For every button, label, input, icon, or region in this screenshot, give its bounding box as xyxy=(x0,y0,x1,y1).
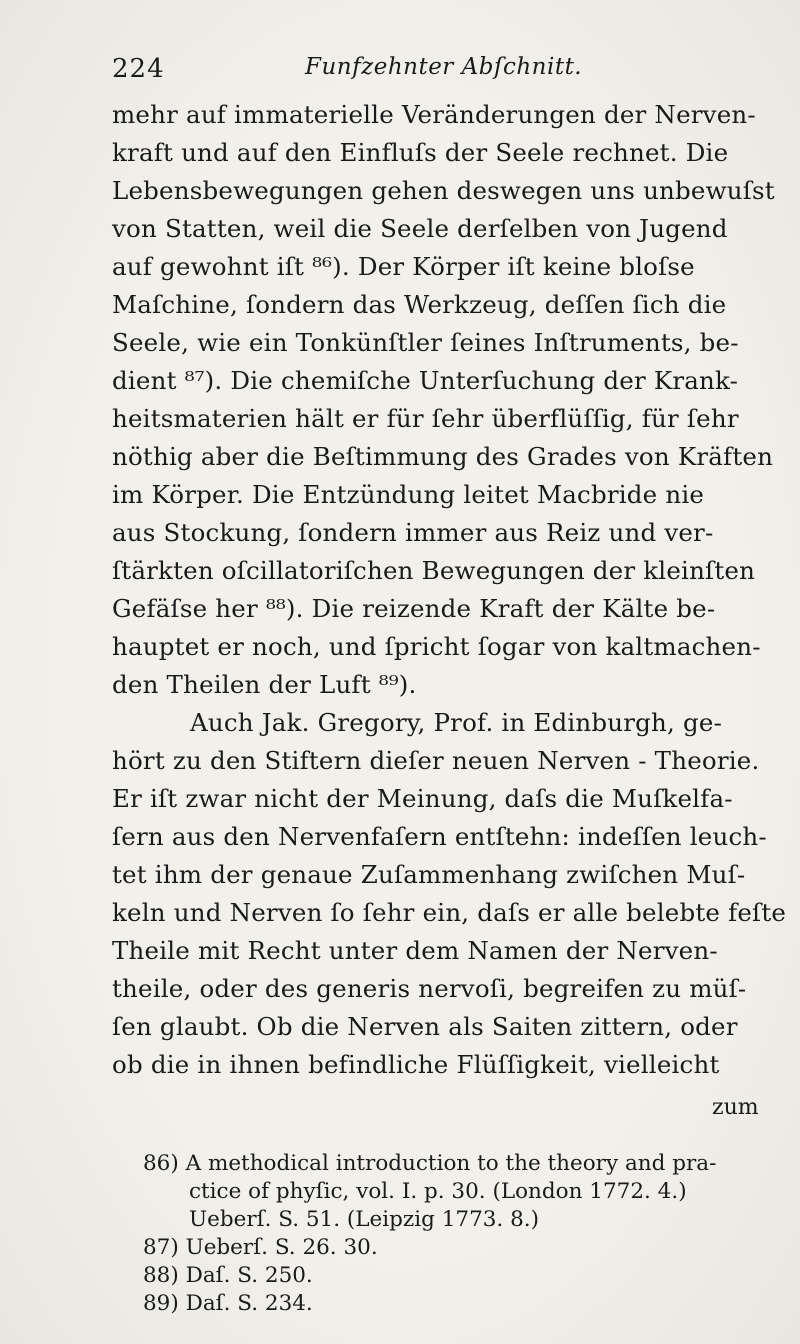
text-line: dient ⁸⁷). Die chemiſche Unterſuchung der Krank- xyxy=(112,366,739,395)
text-line: Er iſt zwar nicht der Meinung, daſs die Muſkelfa- xyxy=(112,784,733,813)
text-line: von Statten, weil die Seele derſelben von Jugend xyxy=(112,214,728,243)
text-line: mehr auf immaterielle Veränderungen der Nerven- xyxy=(112,100,756,129)
text-line: aus Stockung, ſondern immer aus Reiz und ver- xyxy=(112,518,714,547)
paragraph-start-line: Auch Jak. Gregory, Prof. in Edinburgh, ge- xyxy=(190,708,723,737)
text-line: ſern aus den Nervenfaſern entſtehn: indeſſen leuch- xyxy=(112,822,767,851)
running-title: Funfzehnter Abſchnitt. xyxy=(305,54,583,80)
text-line: tet ihm der genaue Zuſammenhang zwiſchen Muſ- xyxy=(112,860,746,889)
text-line: hört zu den Stiftern dieſer neuen Nerven - Theorie. xyxy=(112,746,760,775)
text-line: Lebensbewegungen gehen deswegen uns unbewuſst xyxy=(112,176,775,205)
text-line: Gefäſse her ⁸⁸). Die reizende Kraft der Kälte be- xyxy=(112,594,716,623)
text-line: theile, oder des generis nervoſi, begreifen zu müſ- xyxy=(112,974,747,1003)
page-header xyxy=(112,50,752,90)
text-line: kraft und auf den Einfluſs der Seele rechnet. Die xyxy=(112,138,729,167)
footnote-88: 88) Daſ. S. 250. xyxy=(143,1263,313,1288)
footnote-86-continuation: ctice of phyſic, vol. I. p. 30. (London 1772. 4.) xyxy=(189,1179,687,1204)
footnote-87: 87) Ueberſ. S. 26. 30. xyxy=(143,1235,378,1260)
footnote-86: 86) A methodical introduction to the theory and pra- xyxy=(143,1151,717,1176)
text-line: heitsmaterien hält er für ſehr überflüſſig, für ſehr xyxy=(112,404,739,433)
text-line: im Körper. Die Entzündung leitet Macbride nie xyxy=(112,480,705,509)
text-line: auf gewohnt iſt ⁸⁶). Der Körper iſt keine bloſse xyxy=(112,252,695,281)
catchword: zum xyxy=(712,1095,759,1120)
text-line: den Theilen der Luft ⁸⁹). xyxy=(112,670,417,699)
text-line: Theile mit Recht unter dem Namen der Nerven- xyxy=(112,936,718,965)
footnote-86-continuation: Ueberſ. S. 51. (Leipzig 1773. 8.) xyxy=(189,1207,540,1232)
page-number: 224 xyxy=(112,54,165,84)
text-line: nöthig aber die Beſtimmung des Grades von Kräften xyxy=(112,442,774,471)
text-line: ſtärkten oſcillatoriſchen Bewegungen der kleinſten xyxy=(112,556,756,585)
text-line: hauptet er noch, und ſpricht ſogar von kaltmachen- xyxy=(112,632,761,661)
text-line: keln und Nerven ſo ſehr ein, daſs er alle belebte feſte xyxy=(112,898,787,927)
footnote-89: 89) Daſ. S. 234. xyxy=(143,1291,313,1316)
text-line: ſen glaubt. Ob die Nerven als Saiten zittern, oder xyxy=(112,1012,738,1041)
text-line: ob die in ihnen befindliche Flüſſigkeit, vielleicht xyxy=(112,1050,720,1079)
text-line: Seele, wie ein Tonkünſtler ſeines Inſtruments, be- xyxy=(112,328,739,357)
text-line: Maſchine, ſondern das Werkzeug, deſſen ſich die xyxy=(112,290,727,319)
